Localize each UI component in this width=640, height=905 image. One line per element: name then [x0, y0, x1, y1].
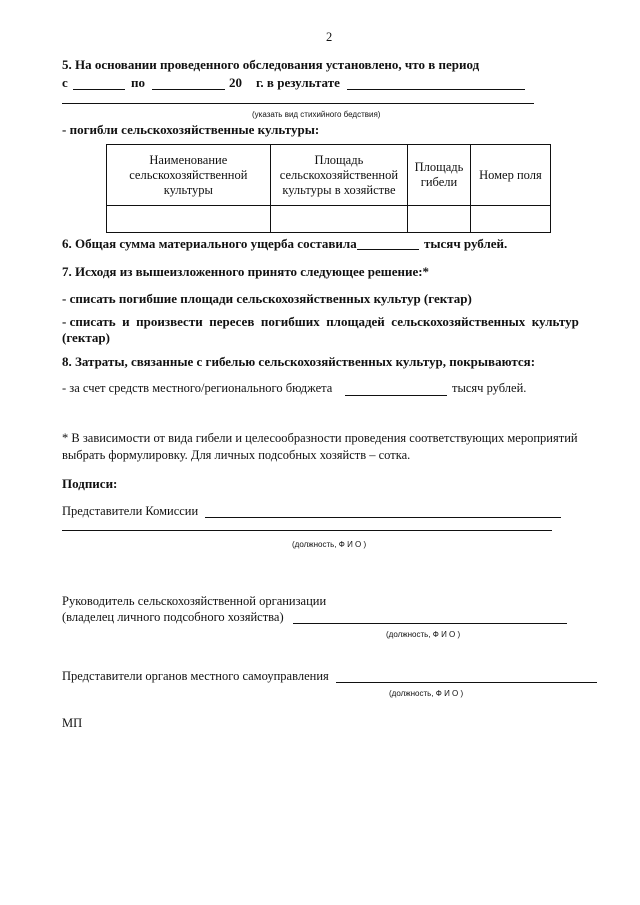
section5-heading: 5. На основании проведенного обследования установлено, что в период [62, 57, 480, 72]
local-gov-hint: (должность, Ф И О ) [389, 689, 464, 698]
local-gov-label: Представители органов местного самоуправления [62, 669, 329, 683]
section6-text: 6. Общая сумма материального ущерба составила [62, 236, 357, 251]
disaster-type-hint: (указать вид стихийного бедствия) [252, 110, 381, 119]
crops-table [106, 144, 551, 233]
section7-title: 7. Исходя из вышеизложенного принято следующее решение:* [62, 264, 430, 279]
result-field[interactable] [347, 89, 525, 90]
budget-sum-field[interactable] [345, 395, 447, 396]
table-cell[interactable] [107, 206, 271, 233]
decision-option-reseed[interactable]: - списать и произвести пересев погибших площадей сельскохозяйственных культур [62, 314, 579, 329]
header-crop-area: Площадь сельскохозяйственной культуры в хозяйстве [270, 145, 408, 206]
decision-option-reseed-unit: (гектар) [62, 330, 110, 345]
table-cell[interactable] [408, 206, 471, 233]
date-to-field[interactable] [152, 89, 225, 90]
stamp-label: МП [62, 716, 83, 730]
local-gov-signature-field[interactable] [336, 682, 597, 683]
section5-to-label: по [131, 75, 145, 90]
commission-hint: (должность, Ф И О ) [292, 540, 367, 549]
signatures-title: Подписи: [62, 476, 118, 491]
header-crop-name: Наименование сельскохозяйственной культуры [107, 145, 271, 206]
table-cell[interactable] [270, 206, 408, 233]
disaster-type-field[interactable] [62, 103, 534, 104]
section5-from-label: с [62, 75, 68, 90]
table-row [107, 206, 551, 233]
header-field-number: Номер поля [470, 145, 550, 206]
head-signature-field[interactable] [293, 623, 567, 624]
head-label-line1: Руководитель сельскохозяйственной организации [62, 594, 327, 608]
footnote-line2: выбрать формулировку. Для личных подсобных хозяйств – сотка. [62, 448, 411, 462]
lost-crops-label: - погибли сельскохозяйственные культуры: [62, 122, 320, 137]
date-from-field[interactable] [73, 89, 125, 90]
head-hint: (должность, Ф И О ) [386, 630, 461, 639]
commission-signature-field-2[interactable] [62, 530, 552, 531]
section6-unit: тысяч рублей. [424, 236, 508, 251]
commission-label: Представители Комиссии [62, 504, 199, 518]
damage-sum-field[interactable] [357, 249, 419, 250]
section8-title: 8. Затраты, связанные с гибелью сельскохозяйственных культур, покрываются: [62, 354, 536, 369]
budget-label: - за счет средств местного/регионального бюджета [62, 381, 333, 395]
budget-unit: тысяч рублей. [452, 381, 527, 395]
decision-option-writeoff[interactable]: - списать погибшие площади сельскохозяйственных культур (гектар) [62, 291, 472, 306]
commission-signature-field[interactable] [205, 517, 561, 518]
head-label-line2: (владелец личного подсобного хозяйства) [62, 610, 284, 624]
header-loss-area: Площадь гибели [408, 145, 471, 206]
section5-year-label: 20 [229, 75, 242, 90]
section5-result-label: г. в результате [256, 75, 340, 90]
footnote-line1: * В зависимости от вида гибели и целесообразности проведения соответствующих мероприятий [62, 431, 578, 445]
page-number: 2 [326, 30, 333, 44]
table-cell[interactable] [470, 206, 550, 233]
